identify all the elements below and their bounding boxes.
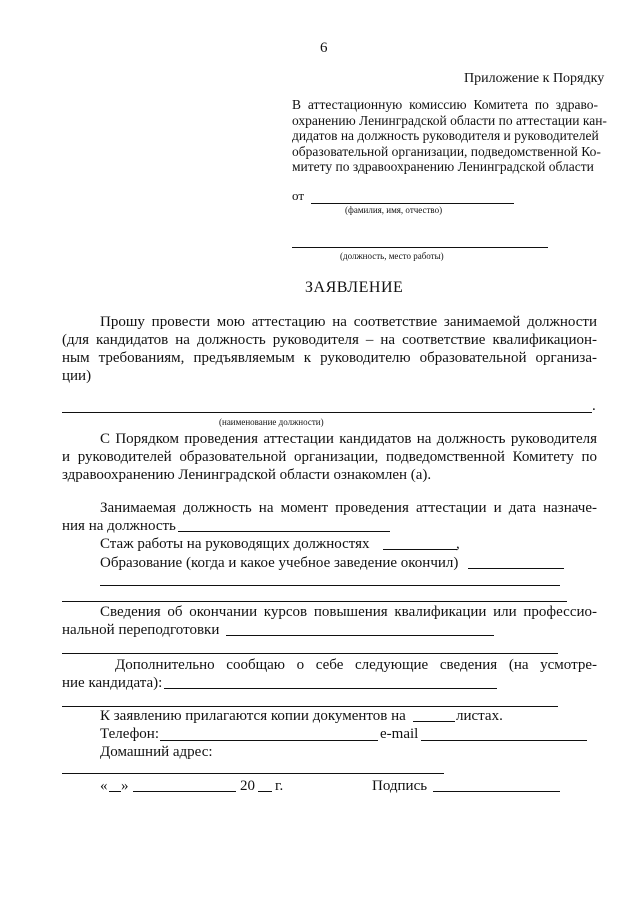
additional-line: Дополнительно сообщаю о себе следующие сведения (на усмотре- bbox=[115, 657, 597, 673]
page-number: 6 bbox=[320, 40, 328, 56]
year-prefix: 20 bbox=[240, 778, 255, 794]
attached-label: К заявлению прилагаются копии документов на bbox=[100, 708, 406, 724]
courses-field-line-2[interactable] bbox=[62, 653, 558, 654]
request-line: ции) bbox=[62, 368, 92, 384]
addressee-line: образовательной организации, подведомственной Ко- bbox=[292, 143, 601, 159]
courses-line: нальной переподготовки bbox=[62, 622, 220, 638]
attached-unit: листах. bbox=[456, 708, 503, 724]
application-form-page: 6 Приложение к Порядку В аттестационную комиссию Комитета по здраво- охранению Ленинградской области по аттестации кан- дидатов на должность руководителя и руководителей образовательной организации, подведомственной Ко- митету по здравоохранению Ленинградской области от (фамилия, имя, отчество) (должность, место работы) ЗАЯВЛЕНИЕ Прошу провести мою аттестацию на соответствие занимаемой должности (для кандидатов на должность руководителя – на соответствие квалификацион- ным требованиям, предъявляемым к руководителю образовательной организа- ции) . (наименование должности) С Порядком проведения аттестации кандидатов на должность руководителя и руководителей образовательной организации, подведомственной Комитету по здравоохранению Ленинградской области ознакомлен (а). Занимаемая должность на момент проведения аттестации и дата назначе- ния на должность Стаж работы на руководящих должностях , Образование (когда и какое учебное заведение окончил) Сведения об окончании курсов повышения квалификации или профессио- нальной переподготовки Дополнительно сообщаю о себе следующие сведения (на усмотре- ние кандидата): К заявлению прилагаются копии документов на листах. Телефон: e-mail Домашний адрес: « » 20 г. Подпись bbox=[62, 40, 607, 794]
phone-field-line[interactable] bbox=[160, 740, 378, 741]
sheets-count-field-line[interactable] bbox=[413, 721, 455, 722]
addressee-line: дидатов на должность руководителя и руководителей bbox=[292, 128, 599, 143]
request-line: ным требованиям, предъявляемым к руководителю образовательной организа- bbox=[62, 350, 597, 366]
experience-field-line[interactable] bbox=[383, 549, 457, 550]
phone-label: Телефон: bbox=[100, 726, 159, 742]
experience-label: Стаж работы на руководящих должностях bbox=[100, 536, 370, 552]
additional-field-line-2[interactable] bbox=[62, 706, 558, 707]
date-quote-open: « bbox=[100, 778, 108, 794]
acquainted-line: здравоохранению Ленинградской области ознакомлен (а). bbox=[62, 467, 432, 483]
home-address-label: Домашний адрес: bbox=[100, 744, 213, 760]
signature-field-line[interactable] bbox=[433, 791, 560, 792]
addressee-line: В аттестационную комиссию Комитета по здраво- bbox=[292, 97, 598, 112]
education-field-line-2[interactable] bbox=[100, 585, 560, 586]
courses-line: Сведения об окончании курсов повышения квалификации или профессио- bbox=[100, 604, 597, 620]
courses-field-line[interactable] bbox=[226, 635, 494, 636]
appendix-note: Приложение к Порядку bbox=[464, 71, 605, 86]
document-title: ЗАЯВЛЕНИЕ bbox=[305, 279, 404, 296]
email-label: e-mail bbox=[380, 726, 419, 742]
year-suffix: г. bbox=[275, 778, 284, 794]
position-held-line: ния на должность bbox=[62, 518, 176, 534]
job-title-caption: (наименование должности) bbox=[219, 417, 324, 427]
from-label: от bbox=[292, 188, 305, 203]
date-quote-close: » bbox=[121, 778, 129, 794]
education-field-line-3[interactable] bbox=[62, 601, 567, 602]
name-field-line[interactable] bbox=[311, 203, 514, 204]
addressee-block bbox=[292, 97, 607, 175]
job-title-field-line[interactable] bbox=[62, 412, 592, 413]
education-field-line[interactable] bbox=[468, 568, 564, 569]
additional-line: ние кандидата): bbox=[62, 675, 163, 691]
month-field-line[interactable] bbox=[133, 791, 236, 792]
signature-label: Подпись bbox=[372, 778, 428, 794]
education-label: Образование (когда и какое учебное заведение окончил) bbox=[100, 555, 459, 571]
request-line: Прошу провести мою аттестацию на соответствие занимаемой должности bbox=[100, 314, 597, 330]
acquainted-line: и руководителей образовательной организации, подведомственной Комитету по bbox=[62, 449, 597, 465]
additional-field-line[interactable] bbox=[164, 688, 497, 689]
position-field-line[interactable] bbox=[292, 247, 548, 248]
acquainted-line: С Порядком проведения аттестации кандидатов на должность руководителя bbox=[100, 431, 597, 447]
appointment-field-line[interactable] bbox=[178, 531, 390, 532]
addressee-line: митету по здравоохранению Ленинградской области bbox=[292, 159, 594, 174]
position-held-line: Занимаемая должность на момент проведения аттестации и дата назначе- bbox=[100, 500, 597, 516]
name-caption: (фамилия, имя, отчество) bbox=[345, 205, 443, 215]
position-caption: (должность, место работы) bbox=[340, 251, 444, 261]
email-field-line[interactable] bbox=[421, 740, 587, 741]
addressee-line: охранению Ленинградской области по аттестации кан- bbox=[292, 112, 607, 128]
year-field-line[interactable] bbox=[258, 791, 272, 792]
request-line: (для кандидатов на должность руководителя – на соответствие квалификацион- bbox=[62, 332, 597, 348]
day-field-line[interactable] bbox=[109, 791, 121, 792]
home-address-field-line[interactable] bbox=[62, 773, 444, 774]
